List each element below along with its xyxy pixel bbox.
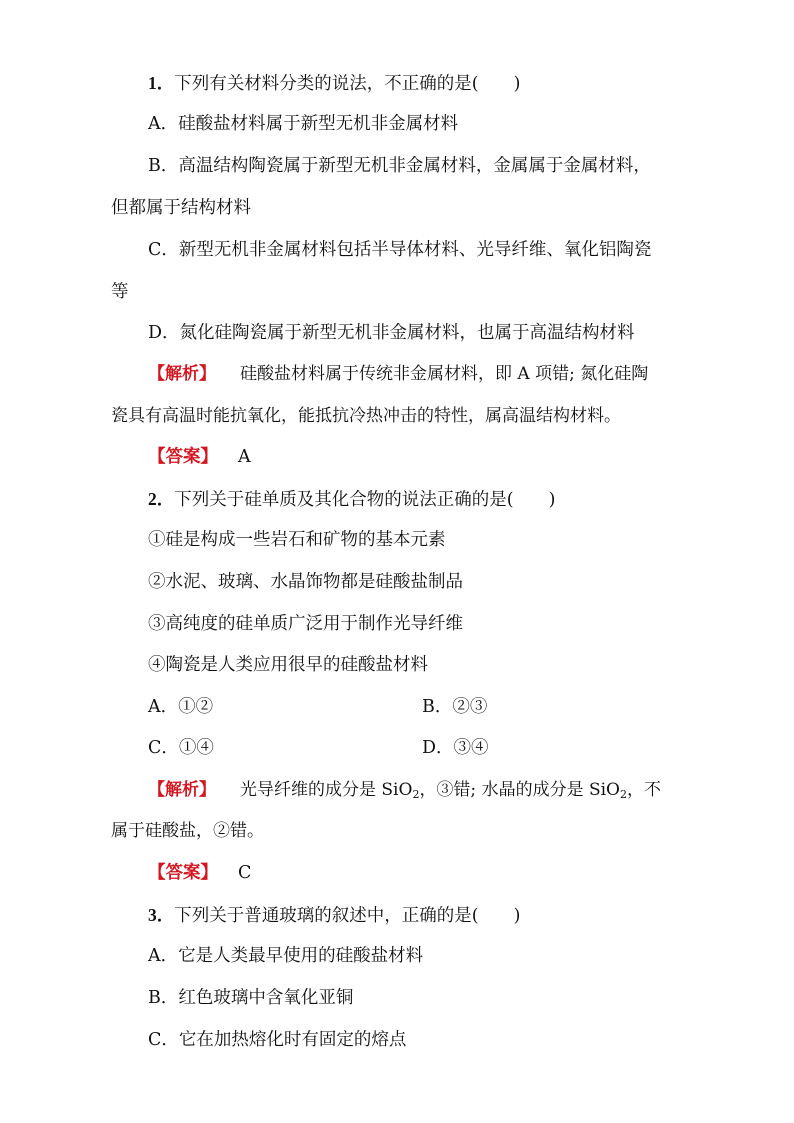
stem-text: 下列关于硅单质及其化合物的说法正确的是( ) xyxy=(174,490,556,510)
option-text: 它是人类最早使用的硅酸盐材料 xyxy=(178,946,424,966)
q1-option-c: C．新型无机非金属材料包括半导体材料、光导纤维、氧化铝陶瓷 xyxy=(148,240,652,260)
q2-option-c: C．①④ xyxy=(148,738,214,758)
option-text: 硅酸盐材料属于新型无机非金属材料 xyxy=(178,114,459,134)
option-letter: A xyxy=(148,697,161,717)
option-text: ①② xyxy=(178,697,214,717)
answer-value: A xyxy=(238,447,251,467)
q2-analysis-cont: 属于硅酸盐，②错。 xyxy=(111,821,264,841)
option-text: ②③ xyxy=(452,697,488,717)
option-letter: D xyxy=(148,323,163,343)
subscript-2: 2 xyxy=(620,788,627,801)
q2-option-b: B．②③ xyxy=(422,697,488,717)
answer-value: C xyxy=(238,863,252,883)
option-text: 它在加热熔化时有固定的熔点 xyxy=(178,1030,407,1050)
q2-option-a: A．①② xyxy=(148,697,214,717)
option-text: ③④ xyxy=(453,738,489,758)
analysis-text-a: 光导纤维的成分是 SiO xyxy=(240,780,413,800)
subscript-2: 2 xyxy=(412,788,420,801)
question-number: 2 xyxy=(148,489,157,509)
option-text: 新型无机非金属材料包括半导体材料、光导纤维、氧化铝陶瓷 xyxy=(178,240,652,260)
q1-option-d: D．氮化硅陶瓷属于新型无机非金属材料，也属于高温结构材料 xyxy=(148,323,635,343)
analysis-text-c: ，不 xyxy=(627,780,661,800)
option-letter: C xyxy=(148,738,162,758)
q2-statement-4: ④陶瓷是人类应用很早的硅酸盐材料 xyxy=(148,655,428,675)
question-number: 3 xyxy=(148,905,157,925)
question-number: 1 xyxy=(148,73,157,93)
q2-statement-2: ②水泥、玻璃、水晶饰物都是硅酸盐制品 xyxy=(148,572,463,592)
q1-option-c-cont: 等 xyxy=(111,282,129,302)
q2-answer xyxy=(148,862,251,884)
option-letter: B xyxy=(422,697,435,717)
q1-option-b-cont: 但都属于结构材料 xyxy=(111,198,251,218)
q1-option-a: A．硅酸盐材料属于新型无机非金属材料 xyxy=(148,114,459,134)
analysis-text-b: ，③错; 水晶的成分是 SiO xyxy=(419,780,620,800)
q1-option-b: B．高温结构陶瓷属于新型无机非金属材料，金属属于金属材料， xyxy=(148,156,651,176)
question-2-stem: 2．下列关于硅单质及其化合物的说法正确的是( ) xyxy=(148,489,556,510)
q2-statement-1: ①硅是构成一些岩石和矿物的基本元素 xyxy=(148,530,446,550)
option-text: ①④ xyxy=(178,738,214,758)
answer-label: 【答案】 xyxy=(148,447,218,467)
option-letter: B xyxy=(148,156,161,176)
answer-label: 【答案】 xyxy=(148,863,218,883)
question-1-stem: 1．下列有关材料分类的说法，不正确的是( ) xyxy=(148,73,521,94)
q2-analysis xyxy=(148,779,661,801)
q3-option-b: B．红色玻璃中含氧化亚铜 xyxy=(148,988,354,1008)
analysis-label: 【解析】 xyxy=(148,780,216,800)
option-text: 氮化硅陶瓷属于新型无机非金属材料，也属于高温结构材料 xyxy=(179,323,635,343)
stem-text: 下列有关材料分类的说法，不正确的是( ) xyxy=(174,74,521,94)
q1-answer xyxy=(148,446,251,468)
option-letter: D xyxy=(422,738,437,758)
option-letter: A xyxy=(148,946,161,966)
option-text: 红色玻璃中含氧化亚铜 xyxy=(178,988,354,1008)
option-letter: C xyxy=(148,1030,162,1050)
q1-analysis xyxy=(148,363,648,385)
q1-analysis-cont: 瓷具有高温时能抗氧化，能抵抗冷热冲击的特性，属高温结构材料。 xyxy=(111,406,621,426)
option-letter: A xyxy=(148,114,161,134)
q3-option-a: A．它是人类最早使用的硅酸盐材料 xyxy=(148,946,424,966)
analysis-text: 硅酸盐材料属于传统非金属材料，即 A 项错; 氮化硅陶 xyxy=(240,364,649,384)
analysis-label: 【解析】 xyxy=(148,364,216,384)
q2-statement-3: ③高纯度的硅单质广泛用于制作光导纤维 xyxy=(148,614,463,634)
q3-option-c: C．它在加热熔化时有固定的熔点 xyxy=(148,1030,407,1050)
stem-text: 下列关于普通玻璃的叙述中，正确的是( ) xyxy=(174,906,521,926)
option-letter: B xyxy=(148,988,161,1008)
question-3-stem: 3．下列关于普通玻璃的叙述中，正确的是( ) xyxy=(148,905,521,926)
option-letter: C xyxy=(148,240,162,260)
q2-option-d: D．③④ xyxy=(422,738,489,758)
option-text: 高温结构陶瓷属于新型无机非金属材料，金属属于金属材料， xyxy=(178,156,651,176)
